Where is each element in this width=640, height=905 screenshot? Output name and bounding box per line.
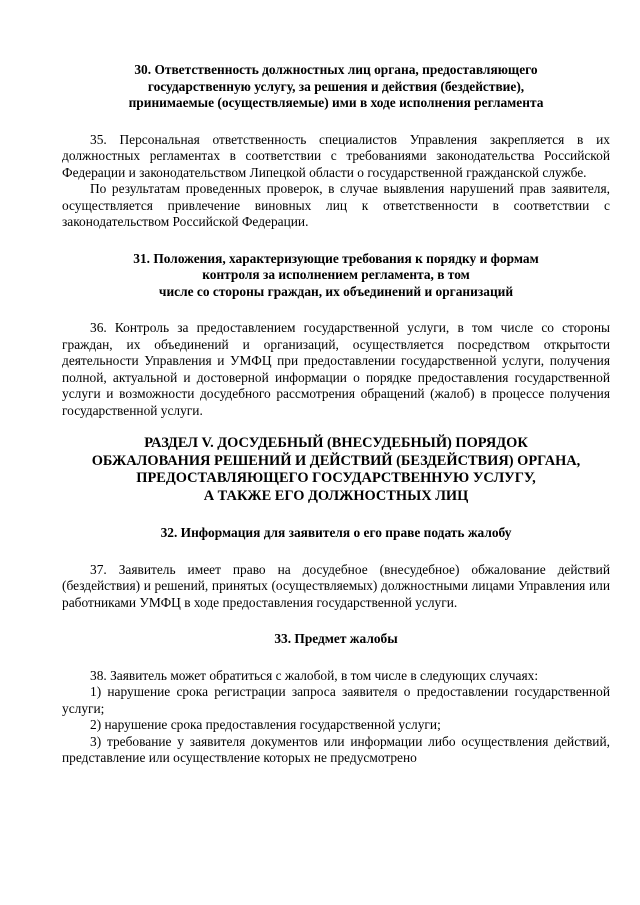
heading-33: 33. Предмет жалобы: [274, 631, 398, 646]
paragraph-38: 38. Заявитель может обратиться с жалобой, в том числе в следующих случаях:: [90, 667, 539, 683]
document-page: [62, 62, 610, 892]
paragraph-38-item-3: 3) требование у заявителя документов или информации либо осуществления действий, представление или осуществление которых не предусмотрено: [62, 733, 610, 765]
paragraph-36: 36. Контроль за предоставлением государственной услуги, в том числе со стороны граждан, их объединений и организаций, осуществляется посредством открытости деятельности Управления и УМФЦ при предоставлении государственной услуги, получения полной, актуальной и достоверной информации о порядке предоставления государственной услуги и возможности досудебного рассмотрения обращений (жалоб) в процессе получения государственной услуги.: [62, 320, 610, 418]
paragraph-37: 37. Заявитель имеет право на досудебное (внесудебное) обжалование действий (бездействия) и решений, принятых (осуществляемых) должностными лицами Управления или работниками УМФЦ в ходе предоставления государственной услуги.: [62, 561, 610, 610]
paragraph-35-part1: 35. Персональная ответственность специалистов Управления закрепляется в их должностных регламентах в соответствии с требованиями законодательства Российской Федерации и законодательством Липецкой области о государственной гражданской службе.: [62, 131, 610, 180]
paragraph-35-part2: По результатам проведенных проверок, в случае выявления нарушений прав заявителя, осуществляется привлечение виновных лиц к ответственности в соответствии с законодательством Российской Федерации.: [62, 181, 610, 229]
heading-31: 31. Положения, характеризующие требования к порядку и формам контроля за исполнением регламента, в том числе со стороны граждан, их объединений и организаций: [133, 250, 539, 299]
heading-32: 32. Информация для заявителя о его праве подать жалобу: [160, 525, 512, 540]
paragraph-38-item-2: 2) нарушение срока предоставления государственной услуги;: [90, 717, 441, 732]
section-5-title: РАЗДЕЛ V. ДОСУДЕБНЫЙ (ВНЕСУДЕБНЫЙ) ПОРЯДОК ОБЖАЛОВАНИЯ РЕШЕНИЙ И ДЕЙСТВИЙ (БЕЗДЕЙСТВИЯ) ОРГАНА, ПРЕДОСТАВЛЯЮЩЕГО ГОСУДАРСТВЕННУЮ УСЛУГУ, А ТАКЖЕ ЕГО ДОЛЖНОСТНЫХ ЛИЦ: [91, 435, 581, 504]
paragraph-38-item-1: 1) нарушение срока регистрации запроса заявителя о предоставлении государственной услуги;: [62, 684, 610, 716]
heading-30: 30. Ответственность должностных лиц органа, предоставляющего государственную услугу, за решения и действия (бездействие), принимаемые (осуществляемые) ими в ходе исполнения регламента: [128, 62, 544, 110]
